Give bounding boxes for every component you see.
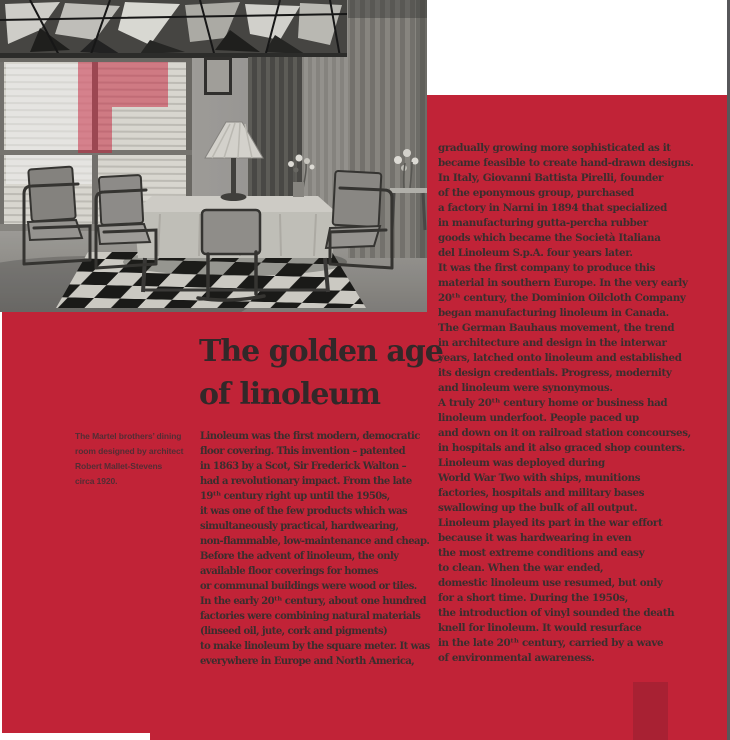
- text-line: to make linoleum by the square meter. It was: [200, 641, 430, 652]
- text-line: because it was hardwearing in even: [438, 532, 632, 544]
- text-line: domestic linoleum use resumed, but only: [438, 577, 663, 589]
- text-line: swallowing up the bulk of all output.: [438, 502, 638, 514]
- text-line: factories, hospitals and military bases: [438, 487, 645, 499]
- text-line: Linoleum was deployed during: [438, 457, 605, 469]
- text-line: Robert Mallet-Stevens: [75, 461, 163, 471]
- text-line: for a short time. During the 1950s,: [438, 592, 628, 604]
- text-line: 20ᵗʰ century, the Dominion Oilcloth Company: [438, 292, 686, 304]
- text-line: gradually growing more sophisticated as it: [438, 142, 671, 154]
- text-line: The golden age: [199, 334, 443, 369]
- text-line: in 1863 by a Scot, Sir Frederick Walton –: [200, 461, 407, 472]
- text-line: floor covering. This invention – patented: [200, 446, 406, 457]
- text-line: It was the first company to produce this: [438, 262, 656, 274]
- text-line: the most extreme conditions and easy: [438, 547, 645, 559]
- text-line: Linoleum played its part in the war effort: [438, 517, 663, 529]
- text-line: available floor coverings for homes: [200, 566, 379, 577]
- text-line: everywhere in Europe and North America,: [200, 656, 415, 667]
- text-line: A truly 20ᵗʰ century home or business had: [438, 397, 668, 409]
- body-column-right: [438, 141, 693, 666]
- text-line: linoleum underfoot. People paced up: [438, 412, 639, 424]
- text-line: goods which became the Società Italiana: [438, 232, 661, 244]
- text-line: to clean. When the war ended,: [438, 562, 604, 574]
- text-line: non-flammable, low-maintenance and cheap.: [200, 536, 430, 547]
- text-line: (linseed oil, jute, cork and pigments): [200, 626, 388, 637]
- page-edge: [0, 733, 150, 740]
- text-line: in architecture and design in the interwar: [438, 337, 667, 349]
- text-line: room designed by architect: [75, 446, 184, 456]
- text-line: its design credentials. Progress, modernity: [438, 367, 672, 379]
- text-line: began manufacturing linoleum in Canada.: [438, 307, 669, 319]
- text-line: del Linoleum S.p.A. four years later.: [438, 247, 633, 259]
- text-line: Linoleum was the first modern, democratic: [200, 431, 420, 442]
- text-line: material in southern Europe. In the very early: [438, 277, 688, 289]
- page-title: [199, 330, 443, 416]
- text-line: in manufacturing gutta-percha rubber: [438, 217, 648, 229]
- dining-room-photo-art: [0, 0, 427, 312]
- text-line: 19ᵗʰ century right up until the 1950s,: [200, 491, 390, 502]
- text-line: factories were combining natural materials: [200, 611, 421, 622]
- accent-square: [633, 682, 668, 740]
- text-line: of linoleum: [199, 377, 381, 412]
- text-line: Before the advent of linoleum, the only: [200, 551, 399, 562]
- text-line: World War Two with ships, munitions: [438, 472, 641, 484]
- text-line: in the late 20ᵗʰ century, carried by a wave: [438, 637, 664, 649]
- dining-room-photo: [0, 0, 427, 312]
- text-line: In the early 20ᵗʰ century, about one hundred: [200, 596, 426, 607]
- text-line: or communal buildings were wood or tiles.: [200, 581, 417, 592]
- text-line: in hospitals and it also graced shop counters.: [438, 442, 685, 454]
- text-line: The Martel brothers’ dining: [75, 431, 182, 441]
- text-line: the introduction of vinyl sounded the death: [438, 607, 675, 619]
- text-line: simultaneously practical, hardwearing,: [200, 521, 399, 532]
- text-line: a factory in Narni in 1894 that specialized: [438, 202, 667, 214]
- body-column-left: [200, 429, 430, 669]
- text-line: and linoleum were synonymous.: [438, 382, 613, 394]
- text-line: years, latched onto linoleum and established: [438, 352, 682, 364]
- text-line: The German Bauhaus movement, the trend: [438, 322, 675, 334]
- text-line: of the eponymous group, purchased: [438, 187, 634, 199]
- photo-red-overlay: [78, 107, 112, 153]
- text-line: knell for linoleum. It would resurface: [438, 622, 642, 634]
- photo-caption: [75, 429, 183, 489]
- text-line: of environmental awareness.: [438, 652, 595, 664]
- photo-red-overlay: [78, 62, 168, 107]
- text-line: became feasible to create hand-drawn designs.: [438, 157, 694, 169]
- text-line: had a revolutionary impact. From the late: [200, 476, 412, 487]
- text-line: circa 1920.: [75, 476, 118, 486]
- text-line: and down on it on railroad station concourses,: [438, 427, 691, 439]
- text-line: In Italy, Giovanni Battista Pirelli, founder: [438, 172, 664, 184]
- text-line: it was one of the few products which was: [200, 506, 408, 517]
